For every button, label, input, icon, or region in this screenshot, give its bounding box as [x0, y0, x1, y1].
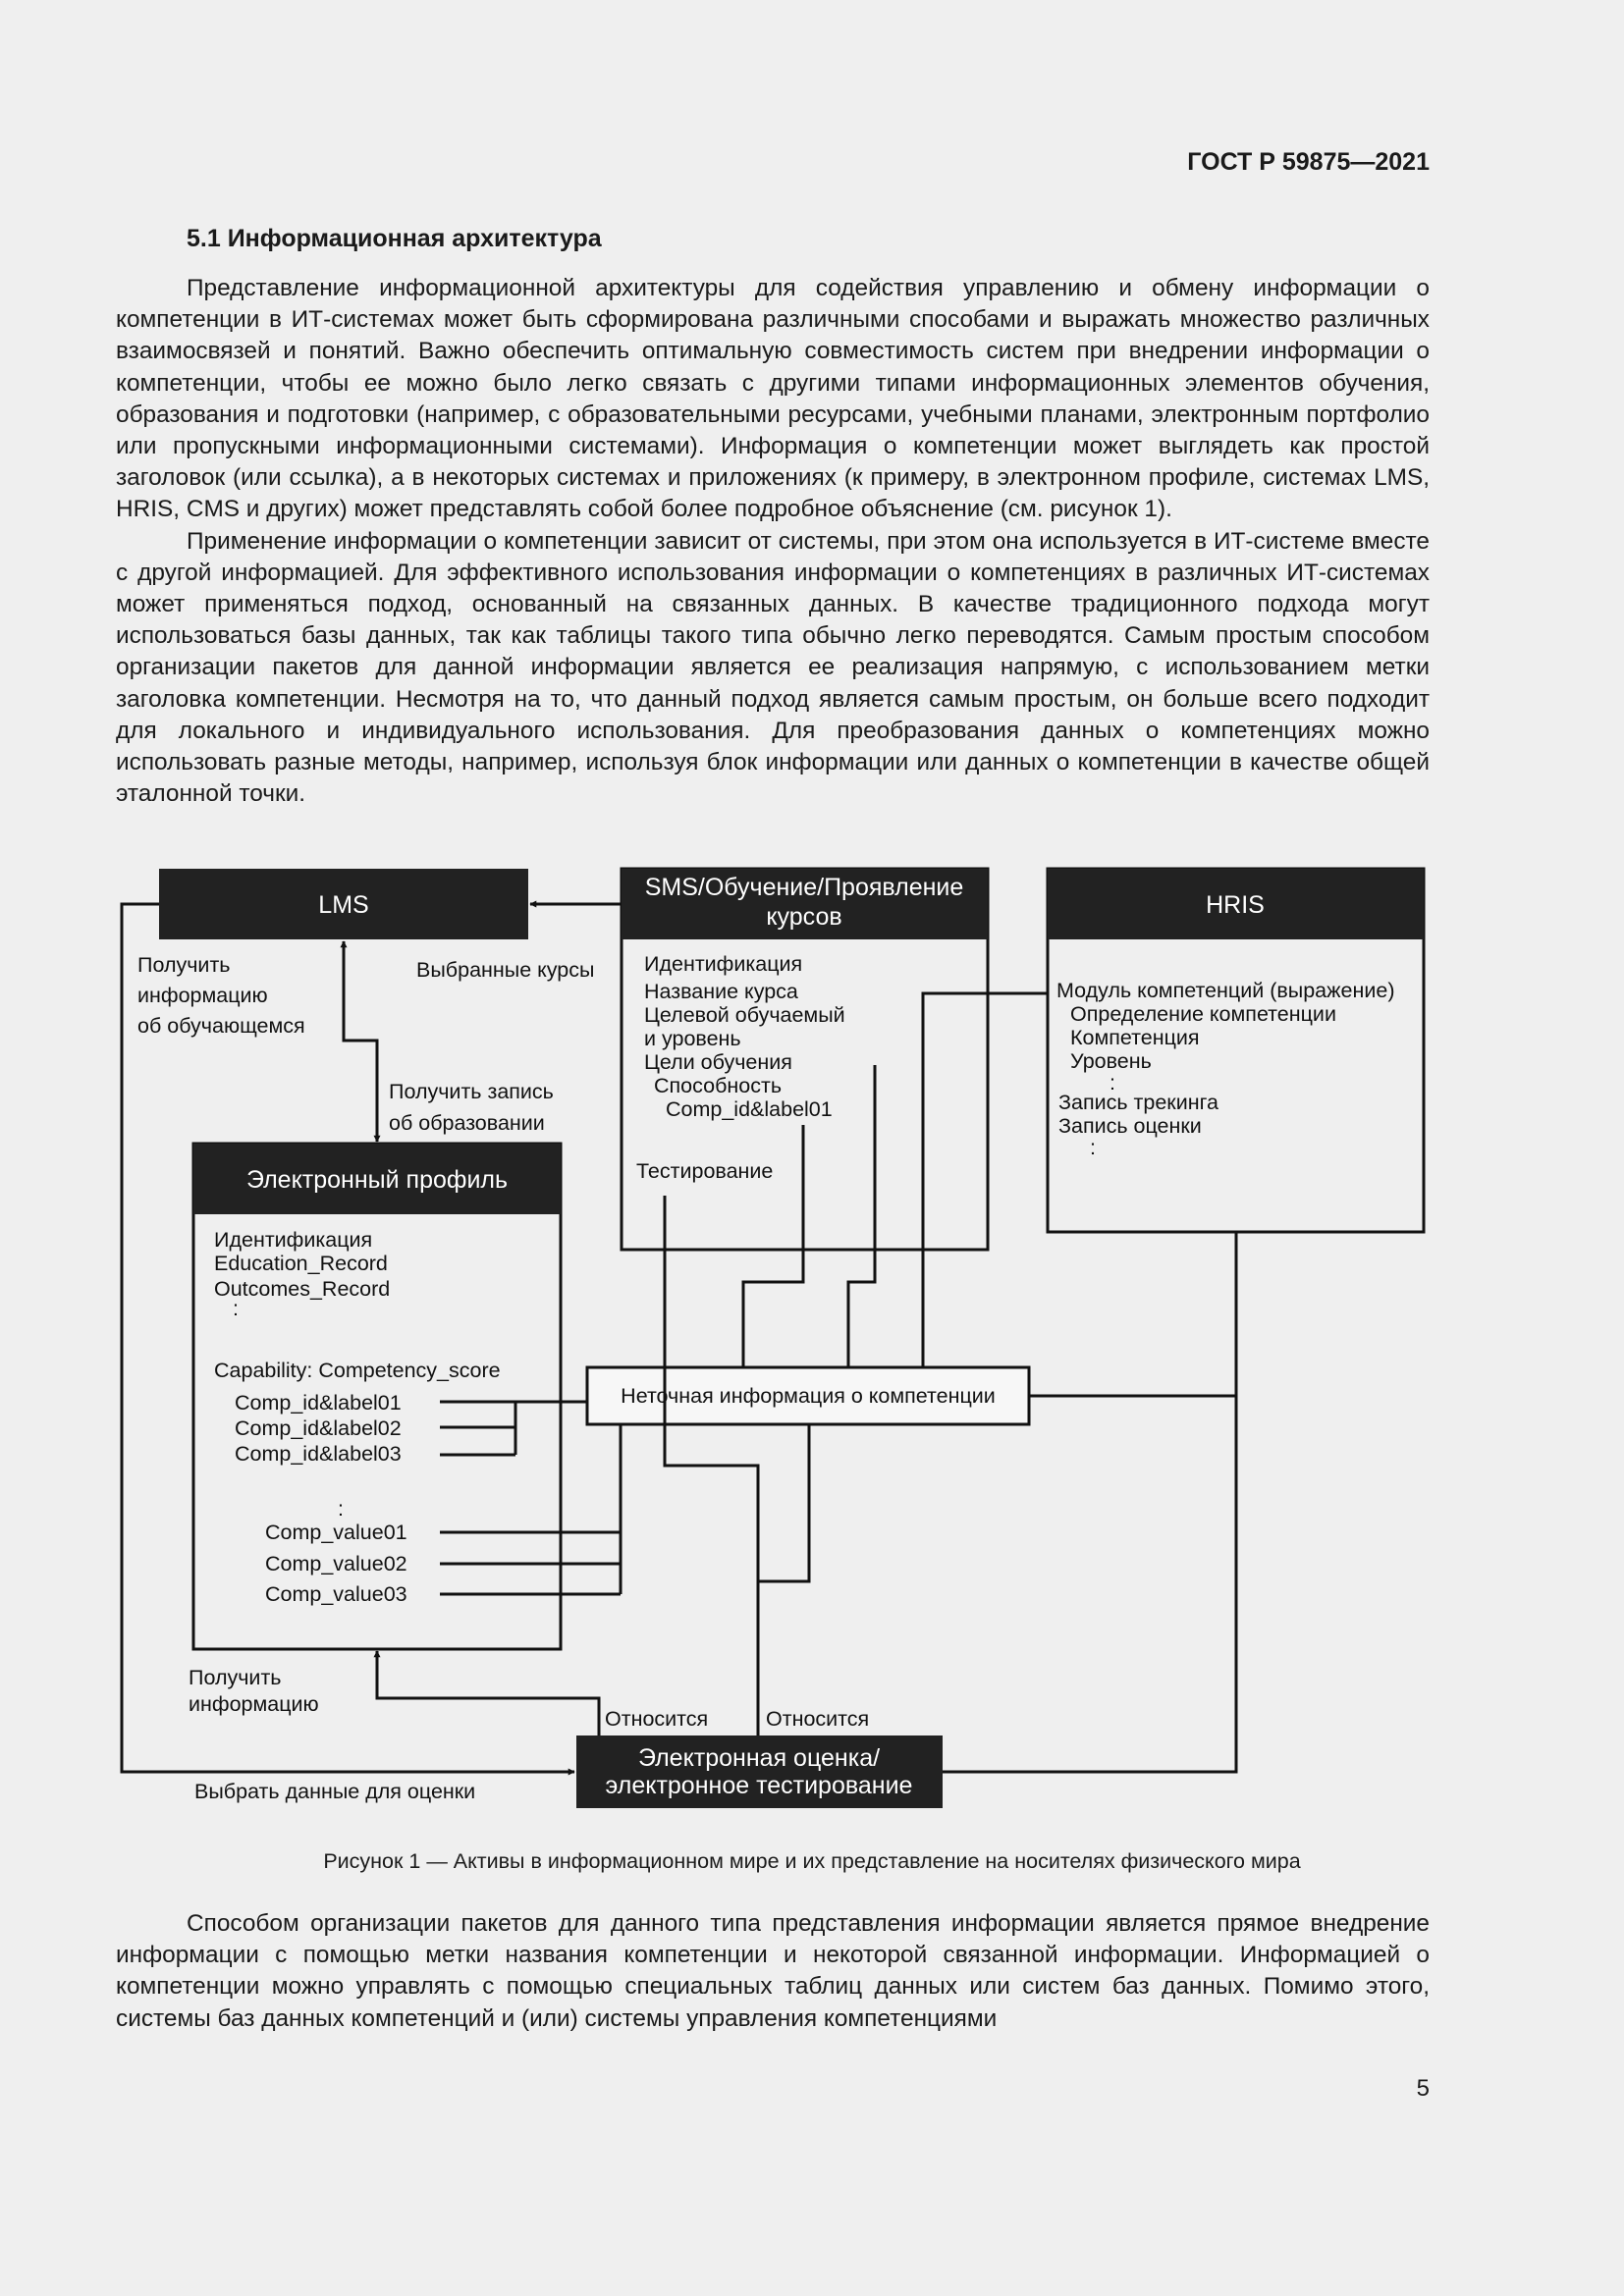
- label-get-info: информацию: [189, 1692, 319, 1716]
- hris-item: Компетенция: [1070, 1026, 1200, 1049]
- eprofile-item: Comp_value03: [265, 1582, 407, 1606]
- hris-item: Запись оценки: [1058, 1114, 1202, 1138]
- hris-item: Модуль компетенций (выражение): [1056, 979, 1395, 1002]
- hris-item: Определение компетенции: [1070, 1002, 1336, 1026]
- label-selected-courses: Выбранные курсы: [416, 958, 595, 982]
- page-number: 5: [1416, 2075, 1430, 2102]
- label-get-learner-info: об обучающемся: [137, 1014, 305, 1038]
- paragraph: Способом организации пакетов для данного типа представления информации является прямое внедрение информации с помощью метки названия компетенции и некоторой связанной информации. Информацией о компетенции можно управлять с помощью специальных таблиц данных или систем баз данных. Помимо этого, системы баз данных компетенций и (или) системы управления компетенциями: [116, 1910, 1430, 2032]
- section-heading: 5.1 Информационная архитектура: [187, 225, 602, 252]
- paragraph: Применение информации о компетенции зависит от системы, при этом она используется в ИТ-системе вместе с другой информацией. Для эффективного использования информации о компетенциях в различных ИТ-системах может применяться подход, основанный на связанных данных. В качестве традиционного подхода могут использоваться базы данных, так как таблицы такого типа обычно легко переводятся. Самым простым способом организации пакетов для данной информации является ее реализация напрямую, с использованием метки заголовка компетенции. Несмотря на то, что данный подход является самым простым, он больше всего подходит для локального и индивидуального использования. Для преобразования данных о компетенциях можно использовать разные методы, например, используя блок информации или данных о компетенции в качестве общей эталонной точки.: [116, 527, 1430, 808]
- label-get-record: об образовании: [389, 1111, 545, 1135]
- label-get-record: Получить запись: [389, 1080, 554, 1103]
- paragraph: Представление информационной архитектуры для содействия управлению и обмену информации о компетенции в ИТ-системах может быть сформирована различными способами и выражать множество различных взаимосвязей и понятий. Важно обеспечить оптимальную совместимость систем при внедрении информации о компетенции, чтобы ее можно было легко связать с другими типами информационных элементов обучения, образования и подготовки (например, с образовательными ресурсами, учебными планами, электронным портфолио или пропускными информационными системами). Информация о компетенции может выглядеть как простой заголовок (или ссылка), а в некоторых системах и приложениях (к примеру, в электронном профиле, системах LMS, HRIS, CMS и других) может представлять собой более подробное объяснение (см. рисунок 1).: [116, 275, 1430, 523]
- sms-item: Целевой обучаемый: [644, 1003, 845, 1027]
- eprofile-item: Outcomes_Record: [214, 1277, 391, 1301]
- eprofile-title: Электронный профиль: [245, 1166, 509, 1194]
- standard-id: ГОСТ Р 59875—2021: [1187, 148, 1430, 176]
- sms-item: и уровень: [644, 1027, 741, 1050]
- eprofile-item: Идентификация: [214, 1228, 373, 1252]
- sms-title-line1: SMS/Обучение/Проявление: [644, 874, 964, 901]
- label-get-learner-info: Получить: [137, 953, 231, 977]
- eprofile-item: Comp_value01: [265, 1521, 407, 1544]
- hris-title: HRIS: [1206, 891, 1265, 919]
- label-relates: Относится: [766, 1707, 870, 1731]
- fuzzy-info-label: Неточная информация о компетенции: [621, 1384, 996, 1408]
- eprofile-item: Education_Record: [214, 1252, 388, 1275]
- eprofile-item: Comp_id&label03: [235, 1442, 402, 1466]
- hris-item: :: [1110, 1071, 1115, 1095]
- sms-testing-label: Тестирование: [636, 1159, 774, 1183]
- figure-caption: Рисунок 1 — Активы в информационном мире и их представление на носителях физического мира: [323, 1849, 1301, 1873]
- eprofile-item: Comp_value02: [265, 1552, 407, 1575]
- eprofile-item: Comp_id&label02: [235, 1416, 402, 1440]
- eprofile-item: :: [233, 1297, 239, 1320]
- label-get-learner-info: информацию: [137, 984, 268, 1007]
- hris-item: Запись трекинга: [1058, 1091, 1218, 1114]
- hris-item: :: [1090, 1136, 1096, 1159]
- sms-item: Comp_id&label01: [666, 1097, 833, 1121]
- sms-item: Способность: [654, 1074, 783, 1097]
- lms-title: LMS: [318, 891, 369, 919]
- eprofile-item: :: [338, 1497, 344, 1521]
- label-select-data: Выбрать данные для оценки: [194, 1780, 476, 1803]
- eprofile-item: Capability: Competency_score: [214, 1359, 501, 1382]
- sms-item: Название курса: [644, 980, 798, 1003]
- eassess-line2: электронное тестирование: [605, 1772, 913, 1799]
- sms-item: Идентификация: [644, 952, 803, 976]
- eassess-line1: Электронная оценка/: [637, 1744, 881, 1772]
- body-text: [116, 1908, 1430, 2035]
- hris-item: Уровень: [1070, 1049, 1152, 1073]
- eprofile-item: Comp_id&label01: [235, 1391, 402, 1415]
- label-get-info: Получить: [189, 1666, 282, 1689]
- sms-title-line2: курсов: [766, 903, 842, 931]
- label-relates: Относится: [605, 1707, 709, 1731]
- sms-item: Цели обучения: [644, 1050, 792, 1074]
